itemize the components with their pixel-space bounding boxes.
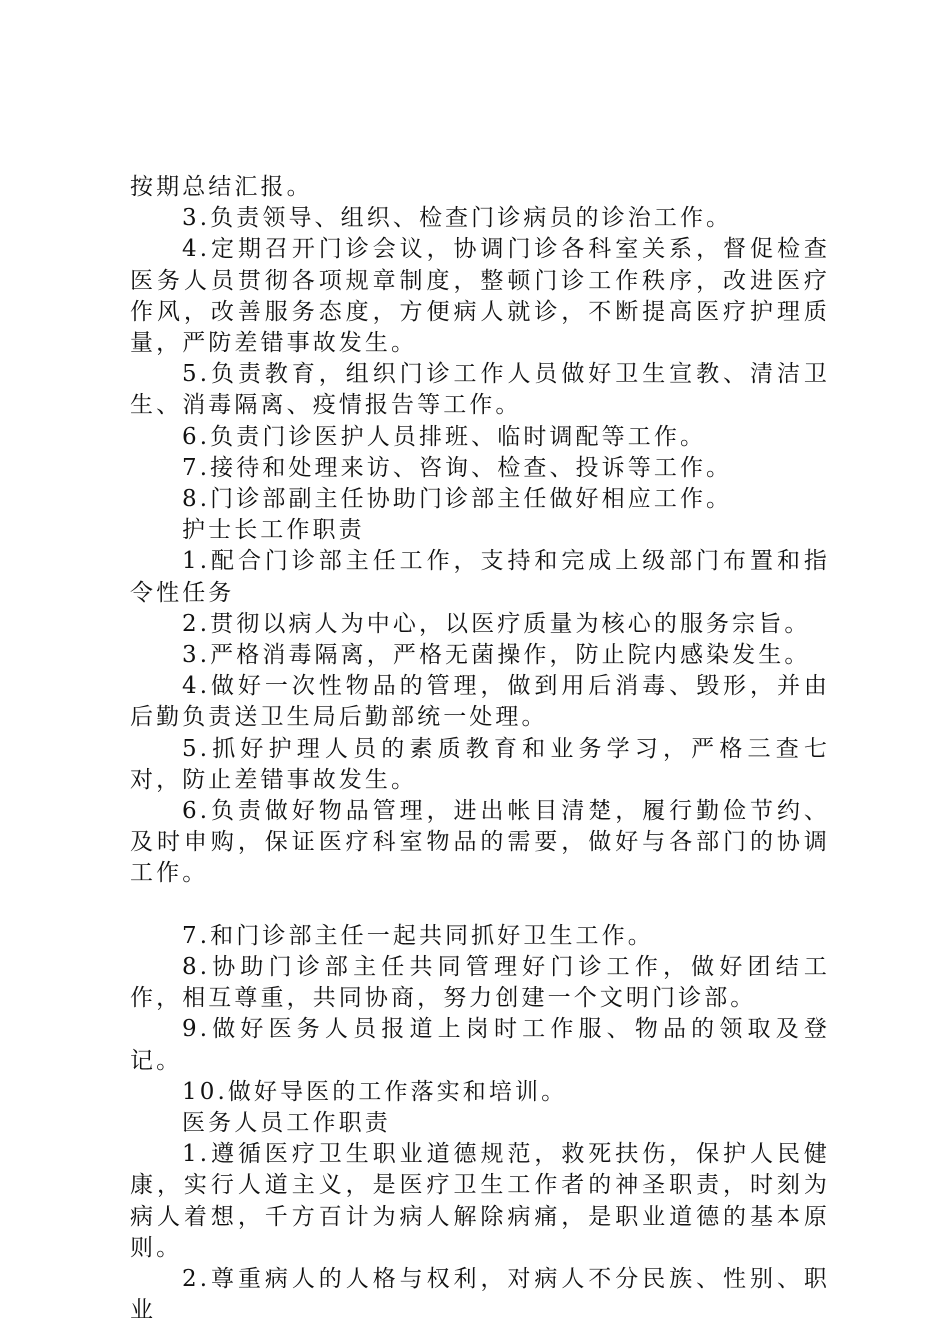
paragraph: 6.负责门诊医护人员排班、临时调配等工作。	[182, 423, 707, 450]
paragraph: 5.负责教育，组织门诊工作人员做好卫生宣教、清洁卫生、消毒隔离、疫情报告等工作。	[130, 361, 830, 419]
paragraph: 1.遵循医疗卫生职业道德规范，救死扶伤，保护人民健康，实行人道主义，是医疗卫生工作者的神圣职责，时刻为病人着想，千方百计为病人解除病痛，是职业道德的基本原则。	[130, 1141, 830, 1261]
section-heading: 护士长工作职责	[182, 517, 365, 544]
paragraph: 9.做好医务人员报道上岗时工作服、物品的领取及登记。	[130, 1016, 830, 1074]
paragraph: 1.配合门诊部主任工作，支持和完成上级部门布置和指令性任务	[130, 548, 830, 606]
paragraph: 5.抓好护理人员的素质教育和业务学习，严格三查七对，防止差错事故发生。	[130, 735, 830, 793]
paragraph: 3.负责领导、组织、检查门诊病员的诊治工作。	[182, 205, 733, 232]
paragraph: 按期总结汇报。	[130, 174, 313, 200]
document-body	[130, 172, 830, 1327]
paragraph: 4.定期召开门诊会议，协调门诊各科室关系，督促检查医务人员贯彻各项规章制度，整顿门诊工作秩序，改进医疗作风，改善服务态度，方便病人就诊，不断提高医疗护理质量，严防差错事故发生。	[130, 236, 830, 357]
paragraph: 2.尊重病人的人格与权利，对病人不分民族、性别、职业	[130, 1266, 830, 1324]
paragraph: 4.做好一次性物品的管理，做到用后消毒、毁形，并由后勤负责送卫生局后勤部统一处理。	[130, 673, 830, 731]
section-heading: 医务人员工作职责	[182, 1110, 391, 1137]
paragraph: 2.贯彻以病人为中心，以医疗质量为核心的服务宗旨。	[182, 610, 811, 637]
paragraph: 7.接待和处理来访、咨询、检查、投诉等工作。	[182, 454, 733, 481]
paragraph: 8.门诊部副主任协助门诊部主任做好相应工作。	[182, 486, 733, 513]
blank-line	[130, 890, 830, 921]
paragraph: 7.和门诊部主任一起共同抓好卫生工作。	[182, 922, 654, 949]
paragraph: 3.严格消毒隔离，严格无菌操作，防止院内感染发生。	[182, 642, 811, 669]
paragraph: 6.负责做好物品管理，进出帐目清楚，履行勤俭节约、及时申购，保证医疗科室物品的需要，做好与各部门的协调工作。	[130, 798, 830, 887]
paragraph: 10.做好导医的工作落实和培训。	[182, 1078, 568, 1105]
paragraph: 8.协助门诊部主任共同管理好门诊工作，做好团结工作，相互尊重，共同协商，努力创建一个文明门诊部。	[130, 954, 830, 1012]
